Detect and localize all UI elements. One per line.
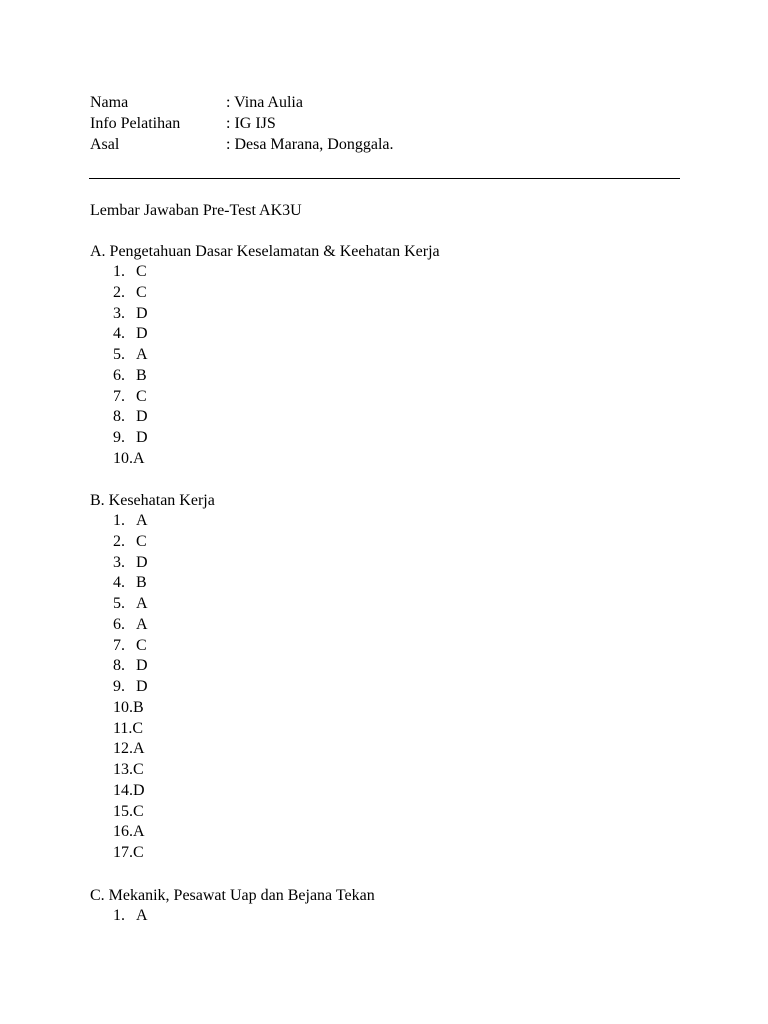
answer-item bbox=[90, 656, 215, 677]
answer-item bbox=[90, 636, 215, 657]
section-a bbox=[90, 241, 440, 470]
answer-letter: D bbox=[136, 657, 148, 675]
answer-number: 4. bbox=[113, 325, 125, 343]
answer-letter: C bbox=[133, 802, 144, 820]
answer-letter: D bbox=[136, 678, 148, 695]
answer-letter: C bbox=[136, 636, 147, 654]
section-b bbox=[90, 490, 215, 864]
answer-list bbox=[90, 511, 215, 864]
answer-item bbox=[90, 345, 440, 366]
answer-letter: A bbox=[133, 740, 145, 758]
answer-item bbox=[90, 739, 215, 760]
answer-item bbox=[90, 615, 215, 636]
origin-row bbox=[90, 134, 394, 155]
answer-item bbox=[90, 802, 215, 823]
answer-number: 9. bbox=[113, 678, 125, 695]
answer-number: 11. bbox=[113, 719, 133, 737]
answer-item bbox=[90, 677, 215, 698]
answer-letter: C bbox=[136, 283, 147, 301]
answer-number: 3. bbox=[113, 304, 125, 322]
section-title: B. Kesehatan Kerja bbox=[90, 492, 215, 509]
origin-label: Asal bbox=[90, 136, 120, 153]
answer-number: 13. bbox=[113, 761, 133, 778]
answer-letter: C bbox=[136, 532, 147, 550]
answer-number: 7. bbox=[113, 387, 125, 405]
answer-letter: D bbox=[136, 304, 148, 322]
answer-number: 8. bbox=[113, 657, 125, 675]
name-row bbox=[90, 92, 394, 113]
answer-number: 8. bbox=[113, 408, 125, 426]
answer-letter: A bbox=[136, 907, 148, 924]
answer-number: 1. bbox=[113, 263, 125, 280]
answer-letter: C bbox=[136, 263, 147, 280]
answer-letter: B bbox=[136, 574, 147, 592]
answer-number: 1. bbox=[113, 907, 125, 924]
answer-item bbox=[90, 553, 215, 574]
answer-number: 7. bbox=[113, 636, 125, 654]
name-label: Nama bbox=[90, 94, 129, 111]
answer-item bbox=[90, 781, 215, 802]
answer-letter: A bbox=[133, 823, 145, 841]
answer-number: 1. bbox=[113, 512, 125, 529]
answer-number: 10. bbox=[113, 698, 133, 716]
answer-letter: A bbox=[133, 449, 145, 467]
answer-number: 2. bbox=[113, 283, 125, 301]
answer-number: 6. bbox=[113, 615, 125, 633]
answer-number: 6. bbox=[113, 366, 125, 384]
answer-number: 4. bbox=[113, 574, 125, 592]
answer-item bbox=[90, 449, 440, 470]
answer-item bbox=[90, 366, 440, 387]
answer-number: 5. bbox=[113, 346, 125, 363]
answer-number: 2. bbox=[113, 532, 125, 550]
answer-item bbox=[90, 906, 375, 927]
answer-number: 3. bbox=[113, 553, 125, 571]
answer-item bbox=[90, 428, 440, 449]
answer-letter: A bbox=[136, 346, 148, 363]
answer-list bbox=[90, 906, 375, 927]
answer-item bbox=[90, 324, 440, 345]
section-title: A. Pengetahuan Dasar Keselamatan & Keehatan Kerja bbox=[90, 243, 440, 260]
answer-letter: C bbox=[132, 719, 144, 737]
answer-list bbox=[90, 262, 440, 470]
answer-number: 15. bbox=[113, 802, 133, 820]
answer-item bbox=[90, 594, 215, 615]
section-title: C. Mekanik, Pesawat Uap dan Bejana Tekan bbox=[90, 887, 375, 904]
answer-item bbox=[90, 843, 215, 864]
answer-letter: D bbox=[136, 325, 148, 343]
answer-number: 12. bbox=[113, 740, 133, 758]
answer-item bbox=[90, 511, 215, 532]
name-value: : Vina Aulia bbox=[226, 94, 303, 111]
document-title: Lembar Jawaban Pre-Test AK3U bbox=[90, 202, 302, 219]
answer-item bbox=[90, 304, 440, 325]
horizontal-divider bbox=[89, 178, 680, 179]
answer-letter: C bbox=[133, 761, 144, 778]
answer-letter: D bbox=[136, 429, 148, 446]
answer-item bbox=[90, 262, 440, 283]
answer-letter: C bbox=[136, 387, 147, 405]
answer-number: 16. bbox=[113, 823, 133, 841]
answer-letter: D bbox=[133, 781, 145, 799]
answer-item bbox=[90, 532, 215, 553]
answer-letter: D bbox=[136, 408, 148, 426]
answer-item bbox=[90, 698, 215, 719]
identity-block bbox=[90, 92, 394, 155]
answer-item bbox=[90, 387, 440, 408]
answer-item bbox=[90, 719, 215, 740]
answer-letter: B bbox=[133, 698, 144, 716]
answer-letter: A bbox=[136, 615, 148, 633]
answer-letter: B bbox=[136, 366, 147, 384]
answer-letter: D bbox=[136, 553, 148, 571]
answer-item bbox=[90, 573, 215, 594]
answer-item bbox=[90, 407, 440, 428]
answer-letter: C bbox=[133, 844, 144, 861]
answer-number: 17. bbox=[113, 844, 133, 861]
training-label: Info Pelatihan bbox=[90, 115, 181, 132]
answer-letter: A bbox=[136, 595, 148, 612]
answer-number: 5. bbox=[113, 595, 125, 612]
training-value: : IG IJS bbox=[226, 115, 276, 132]
answer-item bbox=[90, 822, 215, 843]
origin-value: : Desa Marana, Donggala. bbox=[226, 136, 394, 153]
answer-letter: A bbox=[136, 512, 148, 529]
answer-number: 10. bbox=[113, 449, 133, 467]
answer-item bbox=[90, 283, 440, 304]
answer-number: 14. bbox=[113, 781, 133, 799]
answer-number: 9. bbox=[113, 429, 125, 446]
training-row bbox=[90, 113, 394, 134]
section-c bbox=[90, 885, 375, 927]
answer-item bbox=[90, 760, 215, 781]
